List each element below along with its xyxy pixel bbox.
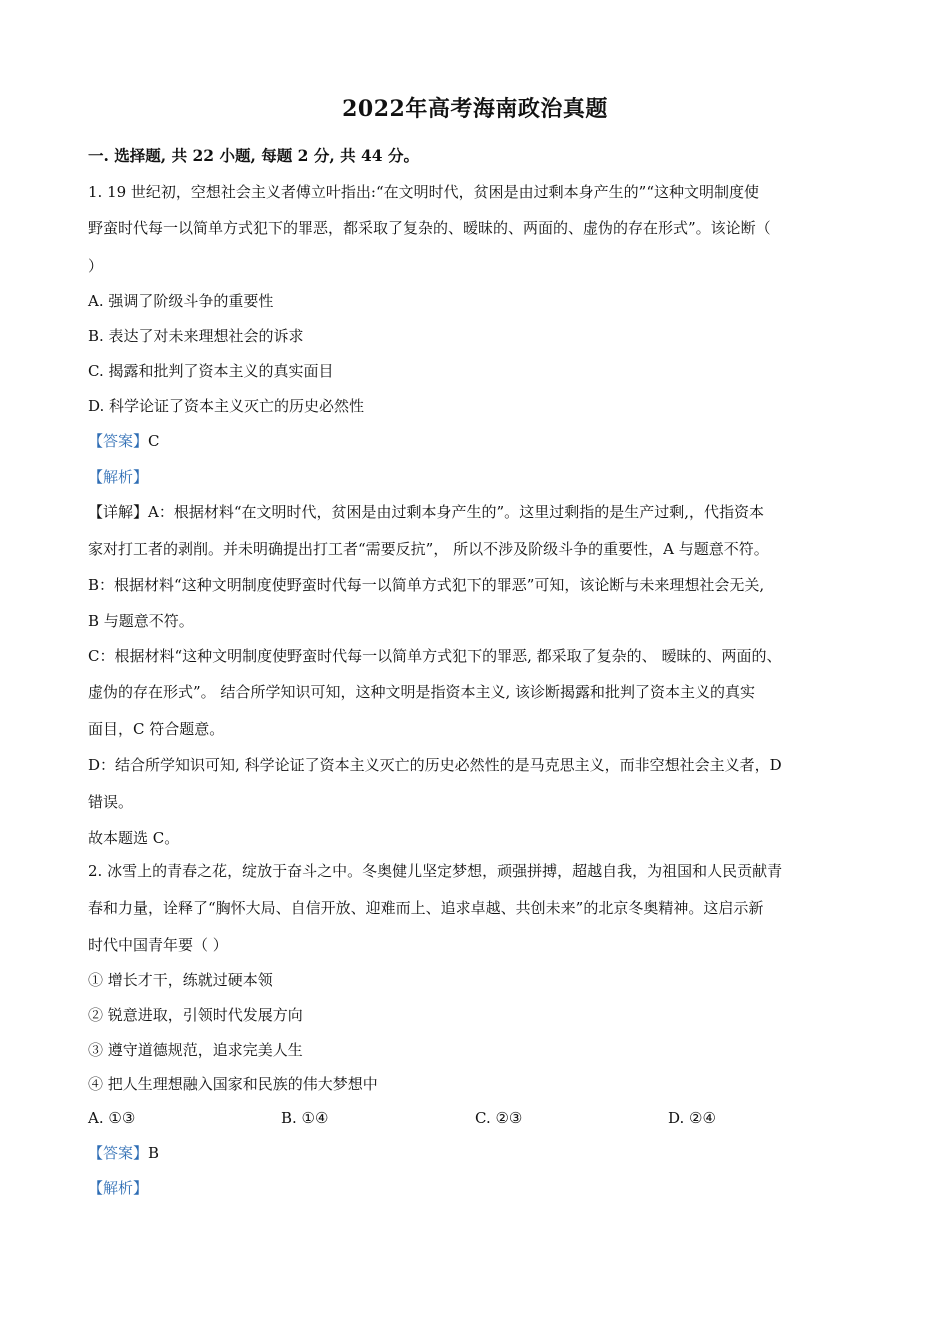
q2-item-3: ③ 遵守道德规范，追求完美人生 <box>88 1041 303 1059</box>
q1-option-b: B. 表达了对未来理想社会的诉求 <box>88 327 304 345</box>
q2-answer-row <box>88 1143 159 1163</box>
q2-answer-value: B <box>148 1144 160 1162</box>
q1-detail-line-7: 面目，C 符合题意。 <box>88 720 225 738</box>
section-heading: 一. 选择题, 共 22 小题, 每题 2 分, 共 44 分。 <box>88 146 419 165</box>
q1-detail-line-8: D：结合所学知识可知, 科学论证了资本主义灭亡的历史必然性的是马克思主义，而非空想社会主义者，D <box>88 756 782 774</box>
q2-stem-line-3: 时代中国青年要（ ） <box>88 936 228 954</box>
q1-answer-row <box>88 431 160 451</box>
q1-detail-tag: 【详解】 <box>88 503 149 521</box>
q2-answer-tag: 【答案】 <box>88 1144 149 1162</box>
q1-detail-line-6: 虚伪的存在形式”。 结合所学知识可知，这种文明是指资本主义, 该诊断揭露和批判了资本主义的真实 <box>88 683 755 701</box>
q1-analysis-tag: 【解析】 <box>88 468 149 486</box>
q1-analysis-row <box>88 467 148 487</box>
q1-option-a: A. 强调了阶级斗争的重要性 <box>88 292 274 310</box>
q2-item-4: ④ 把人生理想融入国家和民族的伟大梦想中 <box>88 1075 378 1093</box>
page-title: 2022年高考海南政治真题 <box>342 96 608 122</box>
q2-item-2: ② 锐意进取，引领时代发展方向 <box>88 1006 303 1024</box>
q1-detail-line-5: C：根据材料“这种文明制度使野蛮时代每一以简单方式犯下的罪恶, 都采取了复杂的、 暧昧的、两面的、 <box>88 647 782 665</box>
q1-option-c: C. 揭露和批判了资本主义的真实面目 <box>88 362 334 380</box>
q2-stem-line-1: 2. 冰雪上的青春之花，绽放于奋斗之中。冬奥健儿坚定梦想，顽强拼搏，超越自我，为祖国和人民贡献青 <box>88 862 783 880</box>
q2-option-d: D. ②④ <box>668 1109 716 1127</box>
q2-item-1: ① 增长才干，练就过硬本领 <box>88 971 273 989</box>
q1-detail-line-2: 家对打工者的剥削。并未明确提出打工者“需要反抗”， 所以不涉及阶级斗争的重要性，A 与题意不符。 <box>88 540 769 558</box>
q2-analysis-row <box>88 1178 148 1198</box>
q1-answer-value: C <box>148 432 160 450</box>
q2-analysis-tag: 【解析】 <box>88 1179 149 1197</box>
q2-stem-line-2: 春和力量，诠释了“胸怀大局、自信开放、迎难而上、追求卓越、共创未来”的北京冬奥精神。这启示新 <box>88 899 764 917</box>
q1-stem-line-1: 1. 19 世纪初，空想社会主义者傅立叶指出:“在文明时代，贫困是由过剩本身产生的”“这种文明制度使 <box>88 183 759 201</box>
q1-stem-line-3: ） <box>88 257 104 275</box>
q2-option-a: A. ①③ <box>88 1109 136 1127</box>
q1-detail-line-4: B 与题意不符。 <box>88 612 194 630</box>
q2-option-c: C. ②③ <box>475 1109 523 1127</box>
q1-stem-line-2: 野蛮时代每一以简单方式犯下的罪恶，都采取了复杂的、暧昧的、两面的、虚伪的存在形式”。该论断（ <box>88 219 771 237</box>
q1-detail-line-3: B：根据材料“这种文明制度使野蛮时代每一以简单方式犯下的罪恶”可知，该论断与未来理想社会无关, <box>88 576 765 594</box>
q1-detail-text-1: A：根据材料“在文明时代，贫困是由过剩本身产生的”。这里过剩指的是生产过剩,，代指资本 <box>148 503 764 521</box>
q1-detail-line-1 <box>88 502 764 522</box>
q1-conclusion: 故本题选 C。 <box>88 829 180 847</box>
q2-option-b: B. ①④ <box>281 1109 329 1127</box>
q1-option-d: D. 科学论证了资本主义灭亡的历史必然性 <box>88 397 365 415</box>
q1-answer-tag: 【答案】 <box>88 432 149 450</box>
q1-detail-line-9: 错误。 <box>88 793 134 811</box>
